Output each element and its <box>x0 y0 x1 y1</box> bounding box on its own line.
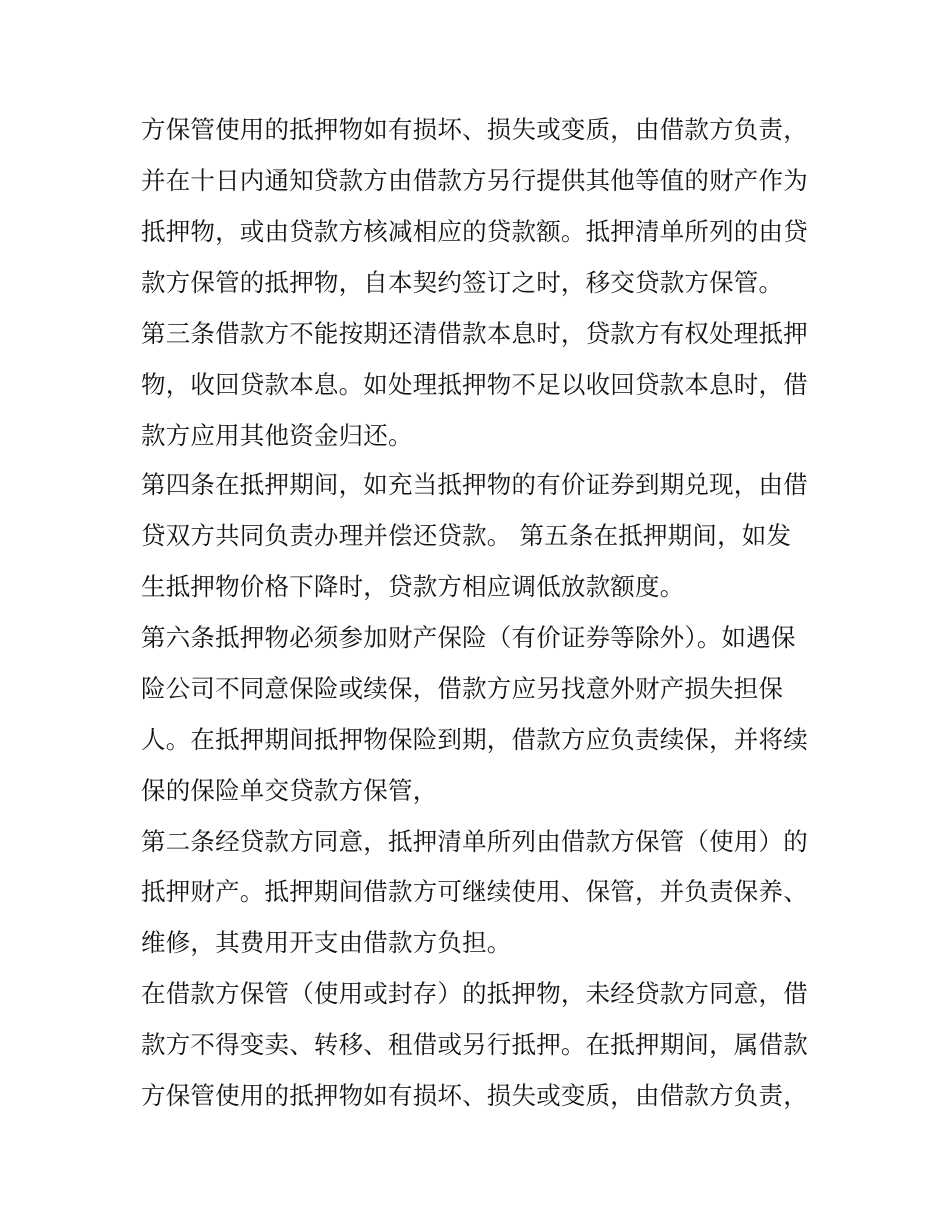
text-line: 抵押财产。抵押期间借款方可继续使用、保管，并负责保养、 <box>141 877 808 906</box>
text-line: 款方应用其他资金归还。 <box>141 421 413 450</box>
text-line: 生抵押物价格下降时，贷款方相应调低放款额度。 <box>141 572 685 601</box>
text-line: 险公司不同意保险或续保，借款方应另找意外财产损失担保 <box>141 674 784 703</box>
text-line: 抵押物，或由贷款方核减相应的贷款额。抵押清单所列的由贷 <box>141 217 808 246</box>
text-line: 款方保管的抵押物，自本契约签订之时，移交贷款方保管。 <box>141 268 784 297</box>
text-line: 贷双方共同负责办理并偿还贷款。 第五条在抵押期间，如发 <box>141 521 792 550</box>
text-line: 并在十日内通知贷款方由借款方另行提供其他等值的财产作为 <box>141 166 808 195</box>
text-line: 人。在抵押期间抵押物保险到期，借款方应负责续保，并将续 <box>141 725 808 754</box>
text-line: 维修，其费用开支由借款方负担。 <box>141 928 512 957</box>
text-line: 第四条在抵押期间，如充当抵押物的有价证券到期兑现，由借 <box>141 470 808 499</box>
text-line: 第六条抵押物必须参加财产保险（有价证券等除外）。如遇保 <box>141 623 796 652</box>
text-line: 第三条借款方不能按期还清借款本息时，贷款方有权处理抵押 <box>141 319 808 348</box>
text-line: 款方不得变卖、转移、租借或另行抵押。在抵押期间，属借款 <box>141 1030 808 1059</box>
text-line: 方保管使用的抵押物如有损坏、损失或变质，由借款方负责， <box>141 115 808 144</box>
text-line: 在借款方保管（使用或封存）的抵押物，未经贷款方同意，借 <box>141 979 808 1008</box>
text-line: 方保管使用的抵押物如有损坏、损失或变质，由借款方负责， <box>141 1081 808 1110</box>
text-line: 保的保险单交贷款方保管， <box>141 776 438 805</box>
text-line: 物，收回贷款本息。如处理抵押物不足以收回贷款本息时，借 <box>141 370 808 399</box>
text-line: 第二条经贷款方同意，抵押清单所列由借款方保管（使用）的 <box>141 827 808 856</box>
